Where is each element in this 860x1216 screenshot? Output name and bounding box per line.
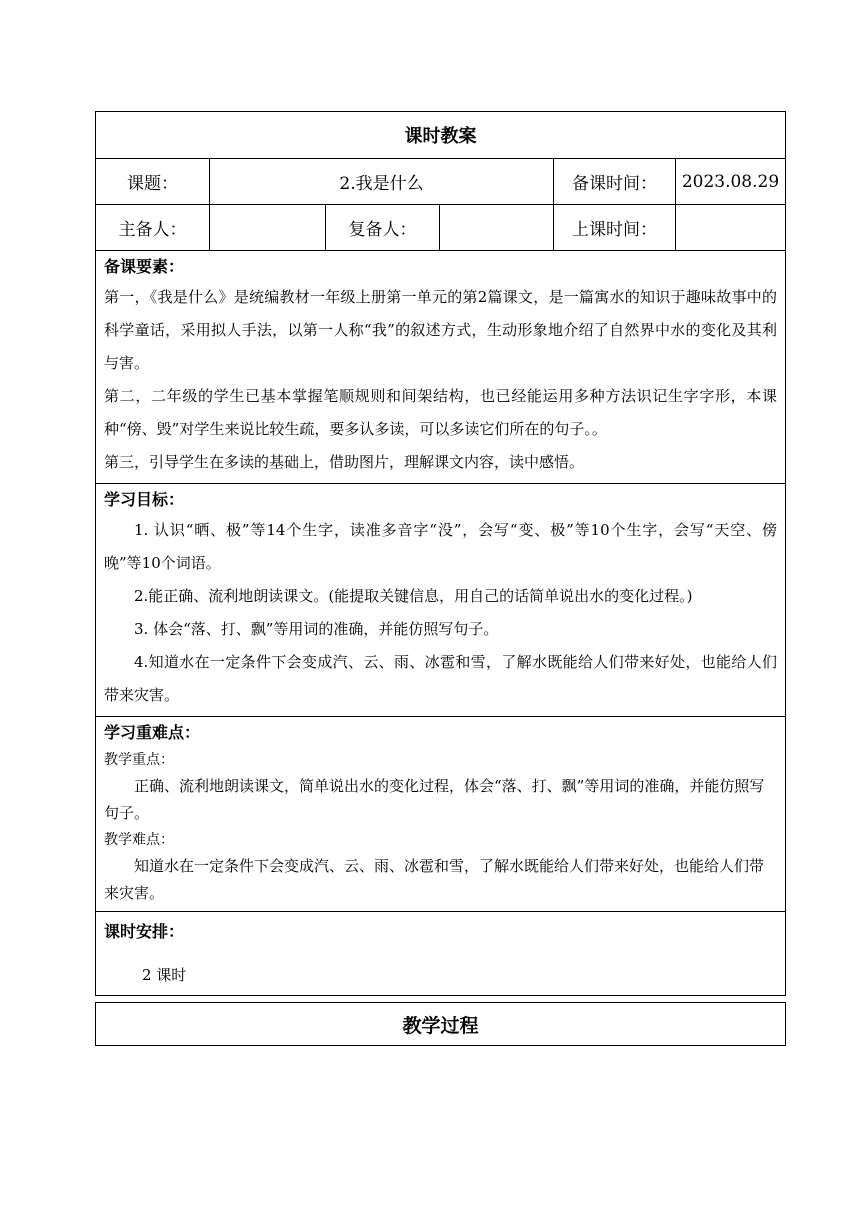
- teaching-focus-label: 教学重点：: [104, 752, 174, 768]
- learning-goal-2: 2.能正确、流利地朗读课文。(能提取关键信息，用自己的话简单说出水的变化过程。): [134, 587, 693, 605]
- table-title-row: [96, 112, 785, 159]
- main-preparer-value: [210, 205, 326, 250]
- prep-elements-heading: 备课要素：: [104, 257, 185, 276]
- teaching-difficulty-label: 教学难点：: [104, 832, 174, 848]
- prep-time-label: 备课时间：: [554, 159, 676, 204]
- table-title: 课时教案: [404, 126, 477, 147]
- main-preparer-label: 主备人：: [96, 205, 210, 250]
- key-points-section: [96, 717, 785, 912]
- prep-elements-p3: 第三，引导学生在多读的基础上，借助图片，理解课文内容，读中感悟。: [104, 453, 585, 471]
- schedule-value: 2 课时: [142, 966, 187, 984]
- prep-elements-p2: 第二，二年级的学生已基本掌握笔顺规则和间架结构，也已经能运用多种方法识记生字字形，本课种“傍、毁”对学生来说比较生疏，要多认多读，可以多读它们所在的句子。。: [104, 387, 777, 438]
- schedule-section: [96, 912, 785, 995]
- preparer-row: [96, 205, 785, 251]
- teaching-process-title: 教学过程: [402, 1014, 479, 1037]
- learning-goal-1: 1. 认识“晒、极”等14个生字，读准多音字“没”，会写“变、极”等10个生字，会写“天空、傍晚”等10个词语。: [104, 521, 777, 572]
- co-preparer-label: 复备人：: [326, 205, 440, 250]
- prep-elements-section: [96, 251, 785, 484]
- class-time-value: [676, 205, 785, 250]
- learning-goal-4: 4.知道水在一定条件下会变成汽、云、雨、冰雹和雪，了解水既能给人们带来好处，也能给人们带来灾害。: [104, 653, 777, 704]
- prep-time-value: 2023.08.29: [681, 171, 780, 192]
- topic-value: 2.我是什么: [210, 159, 554, 204]
- lesson-plan-table: [95, 111, 786, 996]
- teaching-focus-text: 正确、流利地朗读课文，简单说出水的变化过程，体会“落、打、飘”等用词的准确，并能仿照写句子。: [104, 777, 765, 822]
- schedule-heading: 课时安排：: [104, 922, 185, 941]
- teaching-difficulty-text: 知道水在一定条件下会变成汽、云、雨、冰雹和雪，了解水既能给人们带来好处，也能给人们带来灾害。: [104, 857, 765, 902]
- topic-label: 课题：: [96, 159, 210, 204]
- key-points-heading: 学习重难点：: [104, 723, 201, 742]
- lesson-plan-document: [95, 111, 786, 1046]
- teaching-process-header: [95, 1002, 786, 1046]
- prep-elements-p1: 第一，《我是什么》是统编教材一年级上册第一单元的第2篇课文，是一篇寓水的知识于趣味故事中的科学童话，采用拟人手法，以第一人称“我”的叙述方式，生动形象地介绍了自然界中水的变化及其利与害。: [104, 288, 777, 372]
- co-preparer-value: [440, 205, 554, 250]
- topic-row: [96, 159, 785, 205]
- learning-goal-3: 3. 体会“落、打、飘”等用词的准确，并能仿照写句子。: [134, 620, 499, 638]
- learning-goals-section: [96, 484, 785, 717]
- class-time-label: 上课时间：: [554, 205, 676, 250]
- learning-goals-heading: 学习目标：: [104, 490, 185, 509]
